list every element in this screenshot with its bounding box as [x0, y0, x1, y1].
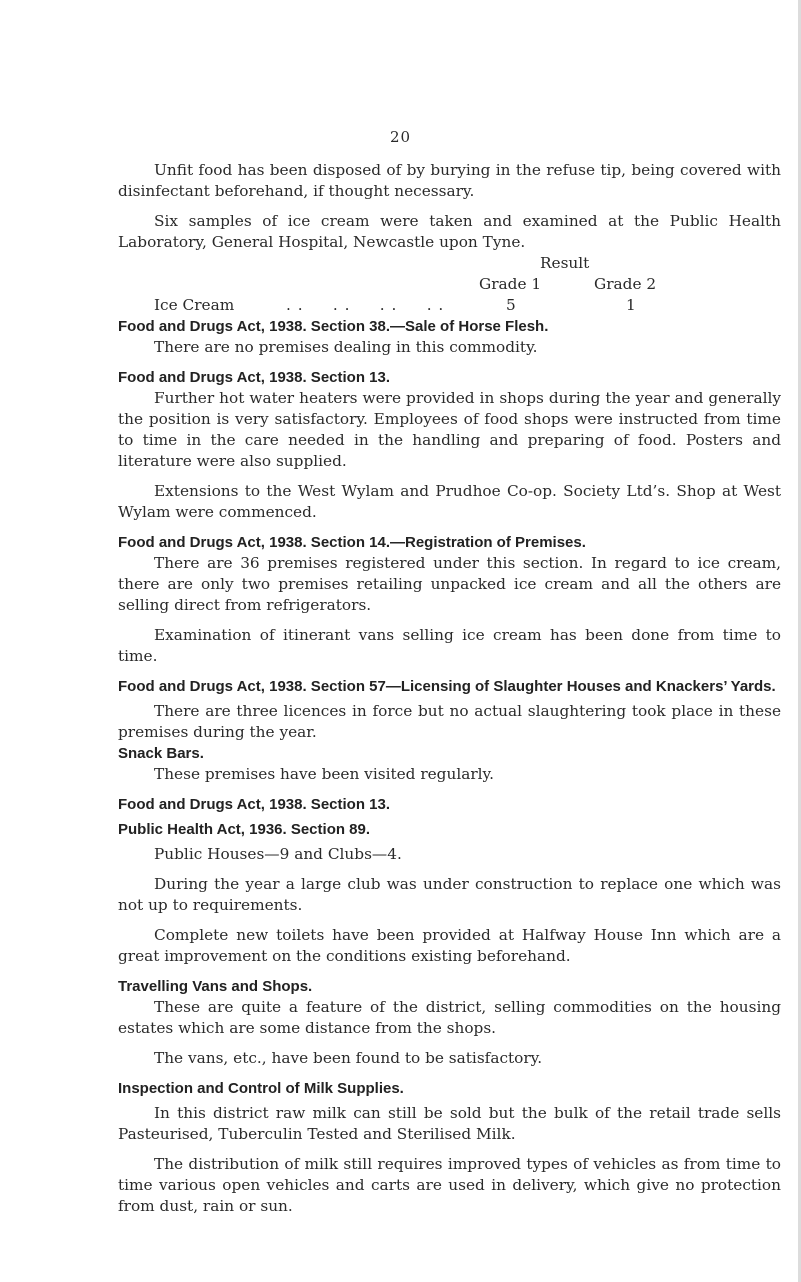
heading-registration: Food and Drugs Act, 1938. Section 14.—Registration of Premises. [118, 534, 586, 551]
table-result-header [118, 253, 781, 274]
paragraph-registered-premises: There are 36 premises registered under this section. In regard to ice cream, there are only two premises retailing unpacked ice cream and all the others are selling direct from refrigerators. [118, 554, 781, 614]
paragraph-toilets: Complete new toilets have been provided at Halfway House Inn which are a great improvement on the conditions existing beforehand. [118, 926, 781, 965]
paragraph-vans-feature: These are quite a feature of the district, selling commodities on the housing estates which are some distance from the shops. [118, 998, 781, 1037]
paragraph-club-construction: During the year a large club was under construction to replace one which was not up to requirements. [118, 875, 781, 914]
paragraph-vans-satisfactory: The vans, etc., have been found to be satisfactory. [154, 1049, 543, 1067]
paragraph-public-houses: Public Houses—9 and Clubs—4. [154, 845, 402, 863]
heading-section-13: Food and Drugs Act, 1938. Section 13. [118, 369, 391, 386]
paragraph-licences: There are three licences in force but no actual slaughtering took place in these premises during the year. [118, 702, 781, 741]
paragraph-horse-flesh: There are no premises dealing in this commodity. [154, 338, 538, 356]
paragraph-raw-milk: In this district raw milk can still be sold but the bulk of the retail trade sells Pasteurised, Tuberculin Tested and Sterilised Milk. [118, 1104, 781, 1143]
paragraph-ice-cream-samples: Six samples of ice cream were taken and examined at the Public Health Laboratory, General Hospital, Newcastle upon Tyne. [118, 212, 781, 251]
page-number: 20 [389, 128, 412, 146]
table-grade-header [118, 274, 781, 295]
heading-slaughter-houses: Food and Drugs Act, 1938. Section 57—Licensing of Slaughter Houses and Knackers’ Yards. [118, 678, 776, 695]
grade-1-label: Grade 1 [479, 275, 542, 293]
paragraph-hot-water: Further hot water heaters were provided in shops during the year and generally the position is very satisfactory. Employees of food shops were instructed from time to time in the care needed in the handling and preparing of food. Posters and literature were also supplied. [118, 389, 781, 470]
heading-horse-flesh: Food and Drugs Act, 1938. Section 38.—Sale of Horse Flesh. [118, 318, 549, 335]
heading-public-health-act: Public Health Act, 1936. Section 89. [118, 821, 371, 838]
paragraph-snack-bars: These premises have been visited regularly. [154, 765, 495, 783]
ice-cream-results-table [118, 253, 781, 316]
row-label: Ice Cream [154, 296, 235, 314]
result-label: Result [540, 254, 590, 272]
heading-snack-bars: Snack Bars. [118, 745, 204, 762]
paragraph-itinerant-vans: Examination of itinerant vans selling ice cream has been done from time to time. [118, 626, 781, 665]
heading-section-13-second: Food and Drugs Act, 1938. Section 13. [118, 796, 391, 813]
body-text [118, 160, 781, 1217]
heading-travelling-vans: Travelling Vans and Shops. [118, 978, 313, 995]
grade-2-label: Grade 2 [594, 275, 657, 293]
paragraph-unfit-food: Unfit food has been disposed of by burying in the refuse tip, being covered with disinfectant beforehand, if thought necessary. [118, 161, 781, 200]
table-row [118, 295, 781, 316]
paragraph-milk-distribution: The distribution of milk still requires improved types of vehicles as from time to time various open vehicles and carts are used in delivery, which give no protection from dust, rain or sun. [118, 1155, 781, 1215]
grade-2-value: 1 [626, 296, 636, 314]
heading-milk-supplies: Inspection and Control of Milk Supplies. [118, 1080, 404, 1097]
grade-1-value: 5 [506, 296, 516, 314]
paragraph-extensions: Extensions to the West Wylam and Prudhoe Co-op. Society Ltd’s. Shop at West Wylam were commenced. [118, 482, 781, 521]
leader-dots: . . . . . . . . [286, 296, 445, 314]
